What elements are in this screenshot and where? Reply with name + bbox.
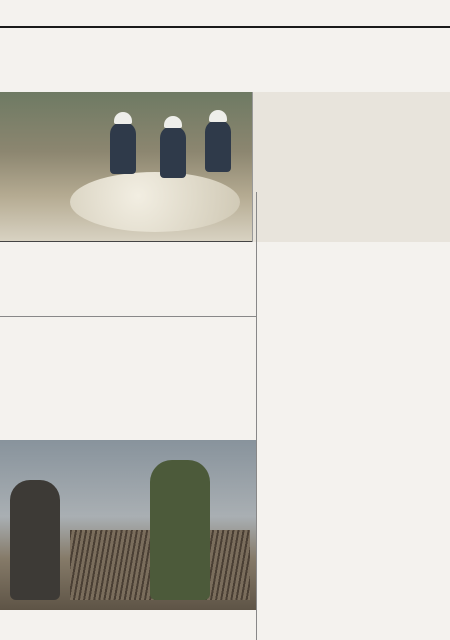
cabbage-pile bbox=[70, 172, 240, 232]
worker-figure bbox=[110, 122, 136, 174]
right-section-body-3 bbox=[262, 506, 446, 636]
top-photo bbox=[0, 92, 252, 242]
photo-caption bbox=[88, 610, 254, 638]
left-section-body-2 bbox=[4, 334, 252, 436]
farmer-figure bbox=[10, 480, 60, 600]
right-intro bbox=[262, 216, 446, 296]
worker-figure bbox=[205, 120, 231, 172]
right-section-body-2 bbox=[262, 400, 446, 488]
divider bbox=[0, 316, 256, 317]
bottom-photo bbox=[0, 440, 256, 610]
worker-figure bbox=[160, 126, 186, 178]
right-section-body-1 bbox=[262, 314, 446, 382]
left-section-body-1 bbox=[4, 260, 252, 312]
page-header bbox=[0, 0, 450, 28]
column-divider bbox=[256, 192, 257, 640]
farmer-figure bbox=[150, 460, 210, 600]
